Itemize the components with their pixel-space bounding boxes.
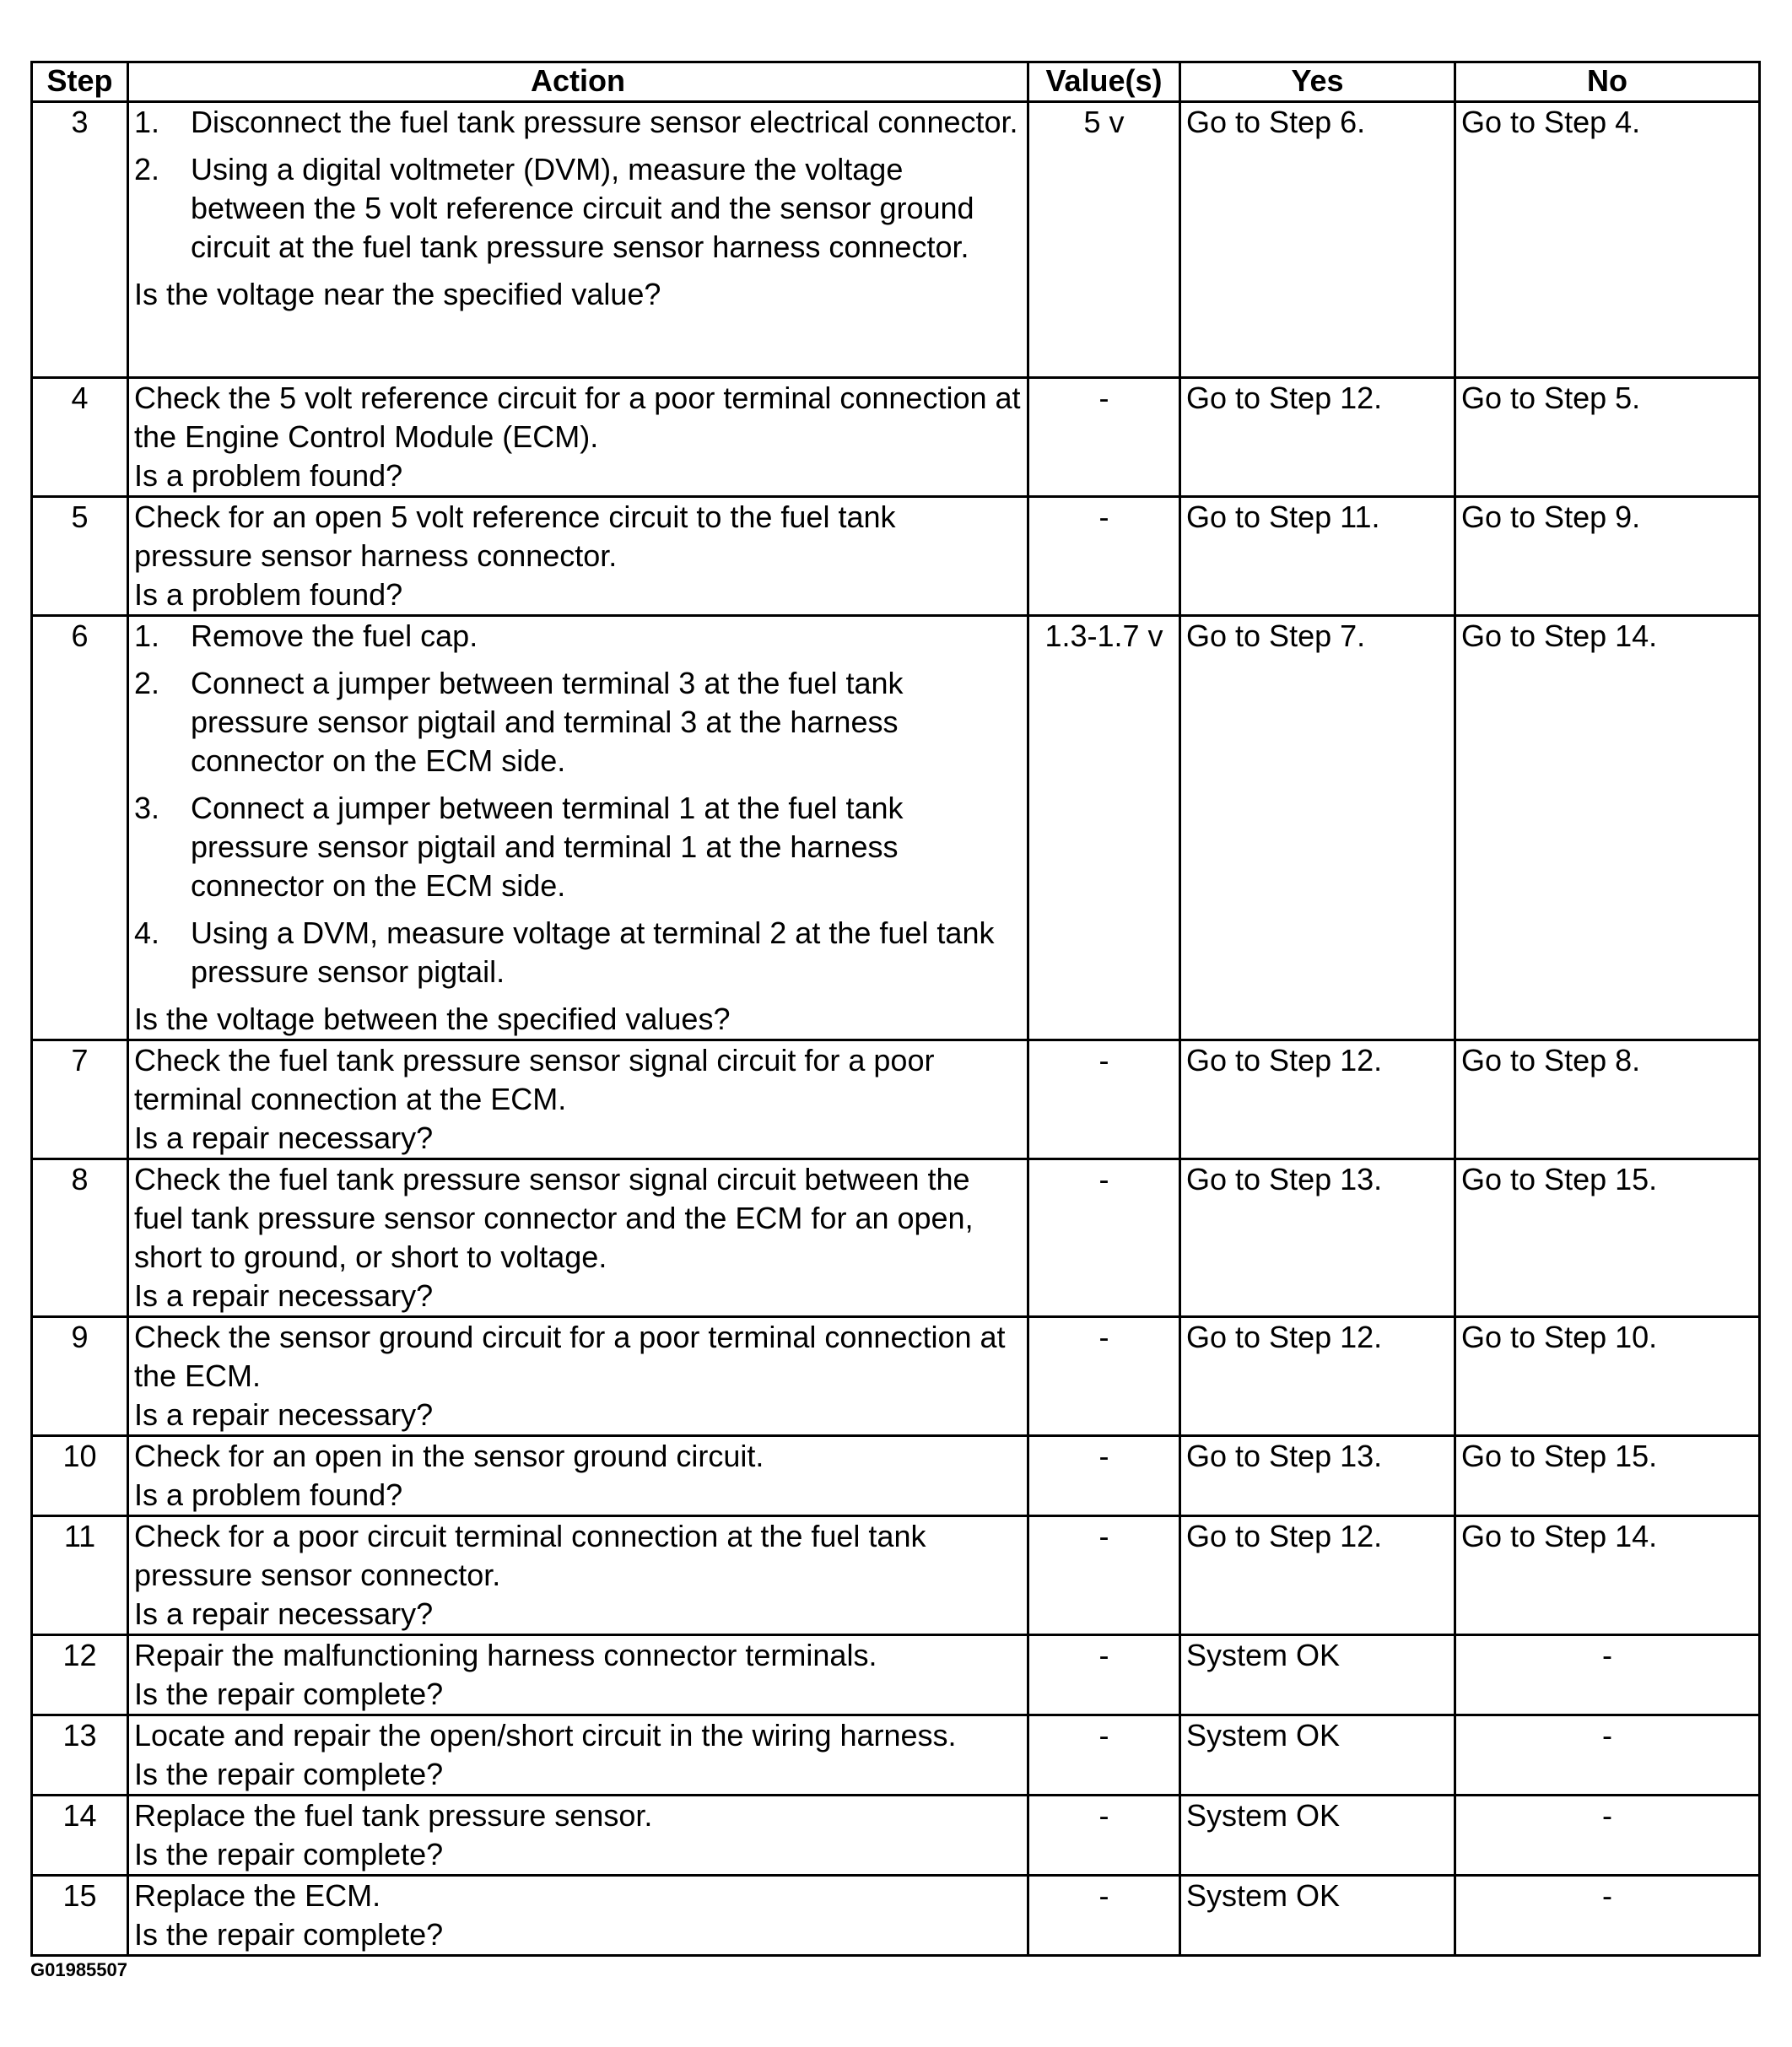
action-substep — [134, 103, 1022, 142]
step-number: 4 — [32, 378, 128, 497]
action-substep — [134, 617, 1022, 656]
action-cell — [128, 378, 1028, 497]
action-text: Check for an open 5 volt reference circuit to the fuel tank pressure sensor harness connector. — [134, 500, 896, 573]
no-cell: Go to Step 9. — [1455, 497, 1760, 616]
no-cell: Go to Step 15. — [1455, 1436, 1760, 1516]
step-number: 15 — [32, 1876, 128, 1956]
action-question: Is the repair complete? — [134, 1677, 444, 1711]
action-question: Is the voltage near the specified value? — [134, 277, 661, 311]
action-cell — [128, 1715, 1028, 1796]
action-cell — [128, 1159, 1028, 1317]
table-row — [32, 1436, 1760, 1516]
figure-id: G01985507 — [30, 1959, 127, 1980]
action-question: Is the repair complete? — [134, 1917, 444, 1952]
value-cell: - — [1028, 1635, 1180, 1715]
yes-cell: Go to Step 7. — [1180, 616, 1455, 1040]
action-cell — [128, 616, 1028, 1040]
value-cell: - — [1028, 378, 1180, 497]
action-question: Is a repair necessary? — [134, 1121, 434, 1155]
action-substep — [134, 789, 1022, 905]
yes-cell: System OK — [1180, 1715, 1455, 1796]
no-cell: Go to Step 8. — [1455, 1040, 1760, 1159]
action-cell — [128, 1876, 1028, 1956]
action-cell — [128, 1317, 1028, 1436]
substep-number: 2. — [134, 666, 160, 700]
action-text: Locate and repair the open/short circuit in the wiring harness. — [134, 1718, 957, 1753]
step-number: 6 — [32, 616, 128, 1040]
yes-cell: Go to Step 13. — [1180, 1436, 1455, 1516]
table-row — [32, 1796, 1760, 1876]
table-row — [32, 1040, 1760, 1159]
yes-cell: Go to Step 12. — [1180, 1516, 1455, 1635]
table-row — [32, 1635, 1760, 1715]
header-yes: Yes — [1180, 62, 1455, 102]
diagnostic-table — [30, 61, 1761, 1957]
header-no: No — [1455, 62, 1760, 102]
action-text: Replace the ECM. — [134, 1878, 381, 1913]
value-cell: - — [1028, 1715, 1180, 1796]
action-question: Is the repair complete? — [134, 1837, 444, 1871]
substep-number: 4. — [134, 915, 160, 950]
value-cell: - — [1028, 1796, 1180, 1876]
value-cell: - — [1028, 1436, 1180, 1516]
no-cell: - — [1455, 1715, 1760, 1796]
no-cell: Go to Step 14. — [1455, 1516, 1760, 1635]
substep-text: Disconnect the fuel tank pressure sensor electrical connector. — [191, 105, 1018, 139]
yes-cell: Go to Step 12. — [1180, 1040, 1455, 1159]
action-text: Repair the malfunctioning harness connector terminals. — [134, 1638, 877, 1672]
value-cell: 1.3-1.7 v — [1028, 616, 1180, 1040]
action-substep — [134, 664, 1022, 780]
yes-cell: Go to Step 6. — [1180, 102, 1455, 378]
step-number: 8 — [32, 1159, 128, 1317]
action-text: Check the fuel tank pressure sensor signal circuit for a poor terminal connection at the ECM. — [134, 1043, 935, 1116]
value-cell: - — [1028, 1040, 1180, 1159]
action-cell — [128, 1040, 1028, 1159]
step-number: 11 — [32, 1516, 128, 1635]
step-number: 7 — [32, 1040, 128, 1159]
action-substep-list — [134, 617, 1022, 991]
substep-text: Using a digital voltmeter (DVM), measure the voltage between the 5 volt reference circuit and the sensor ground circuit at the fuel tank pressure sensor harness connector. — [191, 152, 974, 264]
table-row — [32, 497, 1760, 616]
action-text: Check for a poor circuit terminal connection at the fuel tank pressure sensor connector. — [134, 1519, 926, 1592]
substep-number: 1. — [134, 618, 160, 653]
value-cell: - — [1028, 1876, 1180, 1956]
action-question: Is a problem found? — [134, 1477, 403, 1512]
header-step: Step — [32, 62, 128, 102]
action-text: Check the fuel tank pressure sensor signal circuit between the fuel tank pressure sensor connector and the ECM for an open, short to ground, or short to voltage. — [134, 1162, 974, 1274]
substep-text: Using a DVM, measure voltage at terminal 2 at the fuel tank pressure sensor pigtail. — [191, 915, 995, 989]
substep-text: Connect a jumper between terminal 3 at the fuel tank pressure sensor pigtail and terminal 3 at the harness connector on the ECM side. — [191, 666, 904, 778]
step-number: 13 — [32, 1715, 128, 1796]
action-substep-list — [134, 103, 1022, 267]
action-question: Is a problem found? — [134, 577, 403, 612]
action-cell — [128, 102, 1028, 378]
substep-text: Connect a jumper between terminal 1 at the fuel tank pressure sensor pigtail and terminal 1 at the harness connector on the ECM side. — [191, 791, 904, 903]
table-row — [32, 1876, 1760, 1956]
table-body — [32, 102, 1760, 1956]
no-cell: Go to Step 15. — [1455, 1159, 1760, 1317]
no-cell: Go to Step 4. — [1455, 102, 1760, 378]
step-number: 14 — [32, 1796, 128, 1876]
table-row — [32, 1516, 1760, 1635]
action-question: Is the repair complete? — [134, 1757, 444, 1791]
action-text: Check the sensor ground circuit for a poor terminal connection at the ECM. — [134, 1320, 1006, 1393]
value-cell: - — [1028, 497, 1180, 616]
yes-cell: Go to Step 11. — [1180, 497, 1455, 616]
table-row — [32, 1159, 1760, 1317]
action-cell — [128, 1516, 1028, 1635]
step-number: 3 — [32, 102, 128, 378]
yes-cell: Go to Step 12. — [1180, 378, 1455, 497]
action-cell — [128, 497, 1028, 616]
value-cell: - — [1028, 1516, 1180, 1635]
action-question: Is the voltage between the specified values? — [134, 1002, 731, 1036]
action-text: Check the 5 volt reference circuit for a poor terminal connection at the Engine Control Module (ECM). — [134, 381, 1021, 454]
action-substep — [134, 150, 1022, 267]
yes-cell: System OK — [1180, 1635, 1455, 1715]
action-substep — [134, 914, 1022, 991]
action-text: Check for an open in the sensor ground circuit. — [134, 1439, 764, 1473]
header-action: Action — [128, 62, 1028, 102]
table-row — [32, 1715, 1760, 1796]
step-number: 12 — [32, 1635, 128, 1715]
action-question: Is a repair necessary? — [134, 1397, 434, 1432]
substep-text: Remove the fuel cap. — [191, 618, 478, 653]
action-question: Is a repair necessary? — [134, 1278, 434, 1313]
header-values: Value(s) — [1028, 62, 1180, 102]
value-cell: - — [1028, 1159, 1180, 1317]
table-row — [32, 1317, 1760, 1436]
step-number: 5 — [32, 497, 128, 616]
table-row — [32, 378, 1760, 497]
table-row — [32, 616, 1760, 1040]
action-question: Is a problem found? — [134, 458, 403, 493]
no-cell: - — [1455, 1796, 1760, 1876]
no-cell: - — [1455, 1876, 1760, 1956]
step-number: 10 — [32, 1436, 128, 1516]
substep-number: 2. — [134, 152, 160, 186]
substep-number: 1. — [134, 105, 160, 139]
action-text: Replace the fuel tank pressure sensor. — [134, 1798, 653, 1833]
yes-cell: Go to Step 12. — [1180, 1317, 1455, 1436]
no-cell: Go to Step 5. — [1455, 378, 1760, 497]
action-cell — [128, 1436, 1028, 1516]
step-number: 9 — [32, 1317, 128, 1436]
no-cell: Go to Step 14. — [1455, 616, 1760, 1040]
yes-cell: System OK — [1180, 1796, 1455, 1876]
action-cell — [128, 1635, 1028, 1715]
yes-cell: System OK — [1180, 1876, 1455, 1956]
substep-number: 3. — [134, 791, 160, 825]
no-cell: Go to Step 10. — [1455, 1317, 1760, 1436]
yes-cell: Go to Step 13. — [1180, 1159, 1455, 1317]
table-header-row — [32, 62, 1760, 102]
value-cell: 5 v — [1028, 102, 1180, 378]
action-question: Is a repair necessary? — [134, 1596, 434, 1631]
action-cell — [128, 1796, 1028, 1876]
value-cell: - — [1028, 1317, 1180, 1436]
no-cell: - — [1455, 1635, 1760, 1715]
table-row — [32, 102, 1760, 378]
